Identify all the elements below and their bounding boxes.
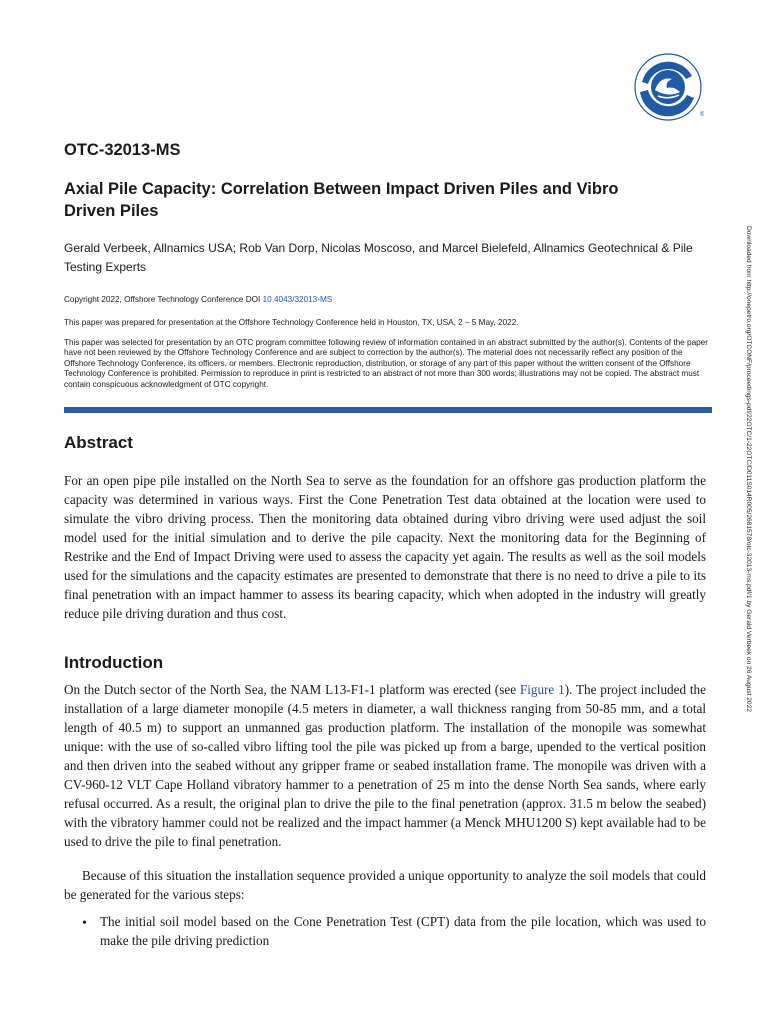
- otc-logo: [616, 52, 704, 122]
- introduction-heading: Introduction: [64, 653, 164, 672]
- paper-title: Axial Pile Capacity: Correlation Between Impact Driven Piles and Vibro Driven Piles: [64, 180, 619, 220]
- bullet-icon: •: [82, 916, 87, 931]
- figure-1-link[interactable]: Figure 1: [519, 682, 565, 697]
- abstract-text: For an open pipe pile installed on the North Sea to serve as the foundation for an offshore gas production platform the capacity was determined in various ways. First the Cone Penetration Test data obtained at the location were used to simulate the vibro driving process. Then the monitoring data obtained during vibro driving were used adjust the soil model used for the initial simulation and to derive the pile capacity. Next the monitoring data for the Beginning of Restrike and the End of Impact Driving were used to assess the capacity yet again. The results as well as the soil models used for the simulations and the capacity estimates are presented to demonstrate that there is no need to drive a pile to its final penetration with an impact hammer to assess its bearing capacity, which when adopted in the industry will greatly reduce pile driving duration and thus cost.: [64, 473, 706, 621]
- doi-link[interactable]: 10.4043/32013-MS: [262, 295, 333, 304]
- copyright-line: [64, 295, 332, 304]
- section-divider: [64, 407, 712, 413]
- intro-text-before: On the Dutch sector of the North Sea, the NAM L13-F1-1 platform was erected (see: [64, 682, 520, 697]
- prepared-note: This paper was prepared for presentation at the Offshore Technology Conference held in Houston, TX, USA, 2 – 5 May, 2022.: [64, 318, 519, 327]
- bullet-text: The initial soil model based on the Cone Penetration Test (CPT) data from the pile location, which was used to make the pile driving prediction: [100, 914, 706, 948]
- svg-text:®: ®: [700, 112, 704, 118]
- introduction-paragraph-2: Because of this situation the installation sequence provided a unique opportunity to analyze the soil models that could be generated for the various steps:: [64, 868, 706, 902]
- abstract-heading: Abstract: [64, 433, 133, 452]
- intro-text-after: ). The project included the installation of a large diameter monopile (4.5 meters in diameter, a wall thickness ranging from 50-85 mm, and a total length of 40.5 m) to support an unmanned gas production platform. The installation of the monopile was somewhat unique: with the use of so-called vibro lifting tool the pile was picked up from a barge, upended to the vertical position and then driven into the seabed without any gripper frame or seabed installation frame. The monopile was driven with a CV-960-12 VLT Cape Holland vibratory hammer to a penetration of 25 m into the dense North Sea sands, where early refusal occurred. As a result, the original plan to drive the pile to the final penetration (approx. 31.5 m below the seabed) with the vibratory hammer could not be realized and the impact hammer (a Menck MHU1200 S) kept available had to be used to drive the pile to final penetration.: [64, 682, 706, 849]
- download-note: [742, 226, 752, 966]
- copyright-text: Copyright 2022, Offshore Technology Conference DOI: [64, 295, 263, 304]
- authors: Gerald Verbeek, Allnamics USA; Rob Van Dorp, Nicolas Moscoso, and Marcel Bielefeld, Allnamics Geotechnical & Pile Testing Experts: [64, 241, 693, 274]
- disclaimer: This paper was selected for presentation by an OTC program committee following review of information contained in an abstract submitted by the author(s). Contents of the paper have not been reviewed by the Offshore Technology Conference and are subject to correction by the author(s). The material does not necessarily reflect any position of the Offshore Technology Conference, its officers, or members. Electronic reproduction, distribution, or storage of any part of this paper without the written consent of the Offshore Technology Conference is prohibited. Permission to reproduce in print is restricted to an abstract of not more than 300 words; illustrations may not be copied. The abstract must contain conspicuous acknowledgment of OTC copyright.: [64, 338, 708, 389]
- paper-number: OTC-32013-MS: [64, 141, 181, 159]
- introduction-paragraph-1: [64, 680, 706, 851]
- download-note-text: Downloaded from http://onepetro.org/OTCONF/proceedings-pdf/22OTC/1-22OTC/D011S014R005/2681578/otc-32013-ms.pdf/1 by Gerald Verbeek on 26 August 2022: [745, 226, 752, 712]
